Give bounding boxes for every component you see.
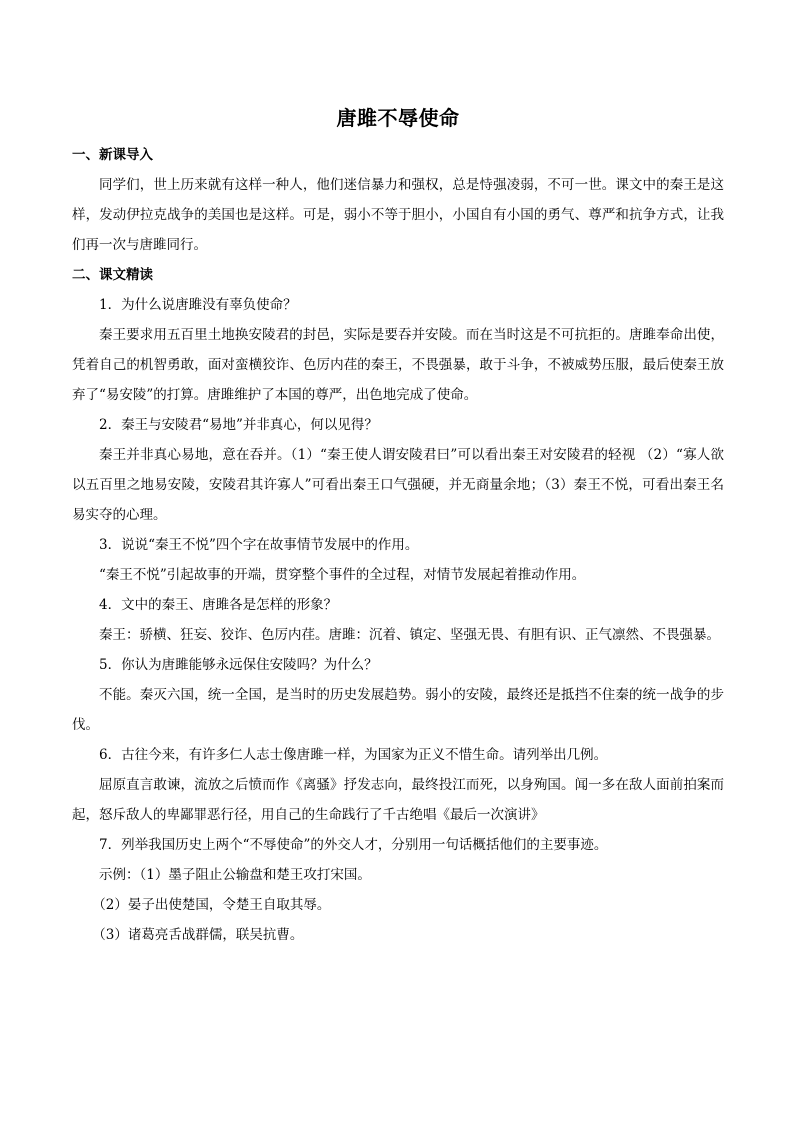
section-heading-reading: 二、课文精读 <box>72 267 153 283</box>
section-heading-intro: 一、新课导入 <box>72 147 153 163</box>
example-3: （3）诸葛亮舌战群儒，联吴抗曹。 <box>92 927 304 943</box>
question-1: 1．为什么说唐雎没有辜负使命？ <box>99 297 297 313</box>
answer-5: 不能。秦灭六国，统一全国，是当时的历史发展趋势。弱小的安陵，最终还是抵挡不住秦的统一战争的步伐。 <box>72 687 724 733</box>
question-4: 4．文中的秦王、唐雎各是怎样的形象？ <box>99 597 338 613</box>
question-5: 5．你认为唐雎能够永远保住安陵吗？为什么？ <box>99 657 378 673</box>
question-3: 3．说说“秦王不悦”四个字在故事情节发展中的作用。 <box>99 537 419 553</box>
question-6: 6．古往今来，有许多仁人志士像唐雎一样，为国家为正义不惜生命。请列举出几例。 <box>99 747 608 763</box>
answer-4: 秦王：骄横、狂妄、狡诈、色厉内荏。唐雎：沉着、镇定、坚强无畏、有胆有识、正气凛然、不畏强暴。 <box>99 627 720 643</box>
intro-paragraph: 同学们，世上历来就有这样一种人，他们迷信暴力和强权，总是恃强凌弱，不可一世。课文中的秦王是这样，发动伊拉克战争的美国也是这样。可是，弱小不等于胆小，小国自有小国的勇气、尊严和抗争方式，让我们再一次与唐雎同行。 <box>72 177 724 253</box>
answer-6: 屈原直言敢谏，流放之后愤而作《离骚》抒发志向，最终投江而死，以身殉国。闻一多在敌人面前拍案而起，怒斥敌人的卑鄙罪恶行径，用自己的生命践行了千古绝唱《最后一次演讲》 <box>72 777 724 823</box>
question-2: 2．秦王与安陵君“易地”并非真心，何以见得？ <box>99 417 378 433</box>
question-7: 7．列举我国历史上两个“不辱使命”的外交人才，分别用一句话概括他们的主要事迹。 <box>99 837 608 853</box>
answer-3: “秦王不悦”引起故事的开端，贯穿整个事件的全过程，对情节发展起着推动作用。 <box>99 567 586 583</box>
page-title: 唐雎不辱使命 <box>336 106 460 130</box>
answer-1: 秦王要求用五百里土地换安陵君的封邑，实际是要吞并安陵。而在当时这是不可抗拒的。唐雎奉命出使，凭着自己的机智勇敢，面对蛮横狡诈、色厉内荏的秦王，不畏强暴，敢于斗争，不被威势压服，最后使秦王放弃了“易安陵”的打算。唐雎维护了本国的尊严，出色地完成了使命。 <box>72 327 724 403</box>
example-1: 示例：（1）墨子阻止公输盘和楚王攻打宋国。 <box>99 867 371 883</box>
example-2: （2）晏子出使楚国，令楚王自取其辱。 <box>92 897 331 913</box>
answer-2: 秦王并非真心易地，意在吞并。（1）“秦王使人谓安陵君曰”可以看出秦王对安陵君的轻视 （2）“寡人欲以五百里之地易安陵，安陵君其许寡人”可看出秦王口气强硬，并无商量余地；（3）秦王不悦，可看出秦王名易实夺的心理。 <box>72 447 724 523</box>
